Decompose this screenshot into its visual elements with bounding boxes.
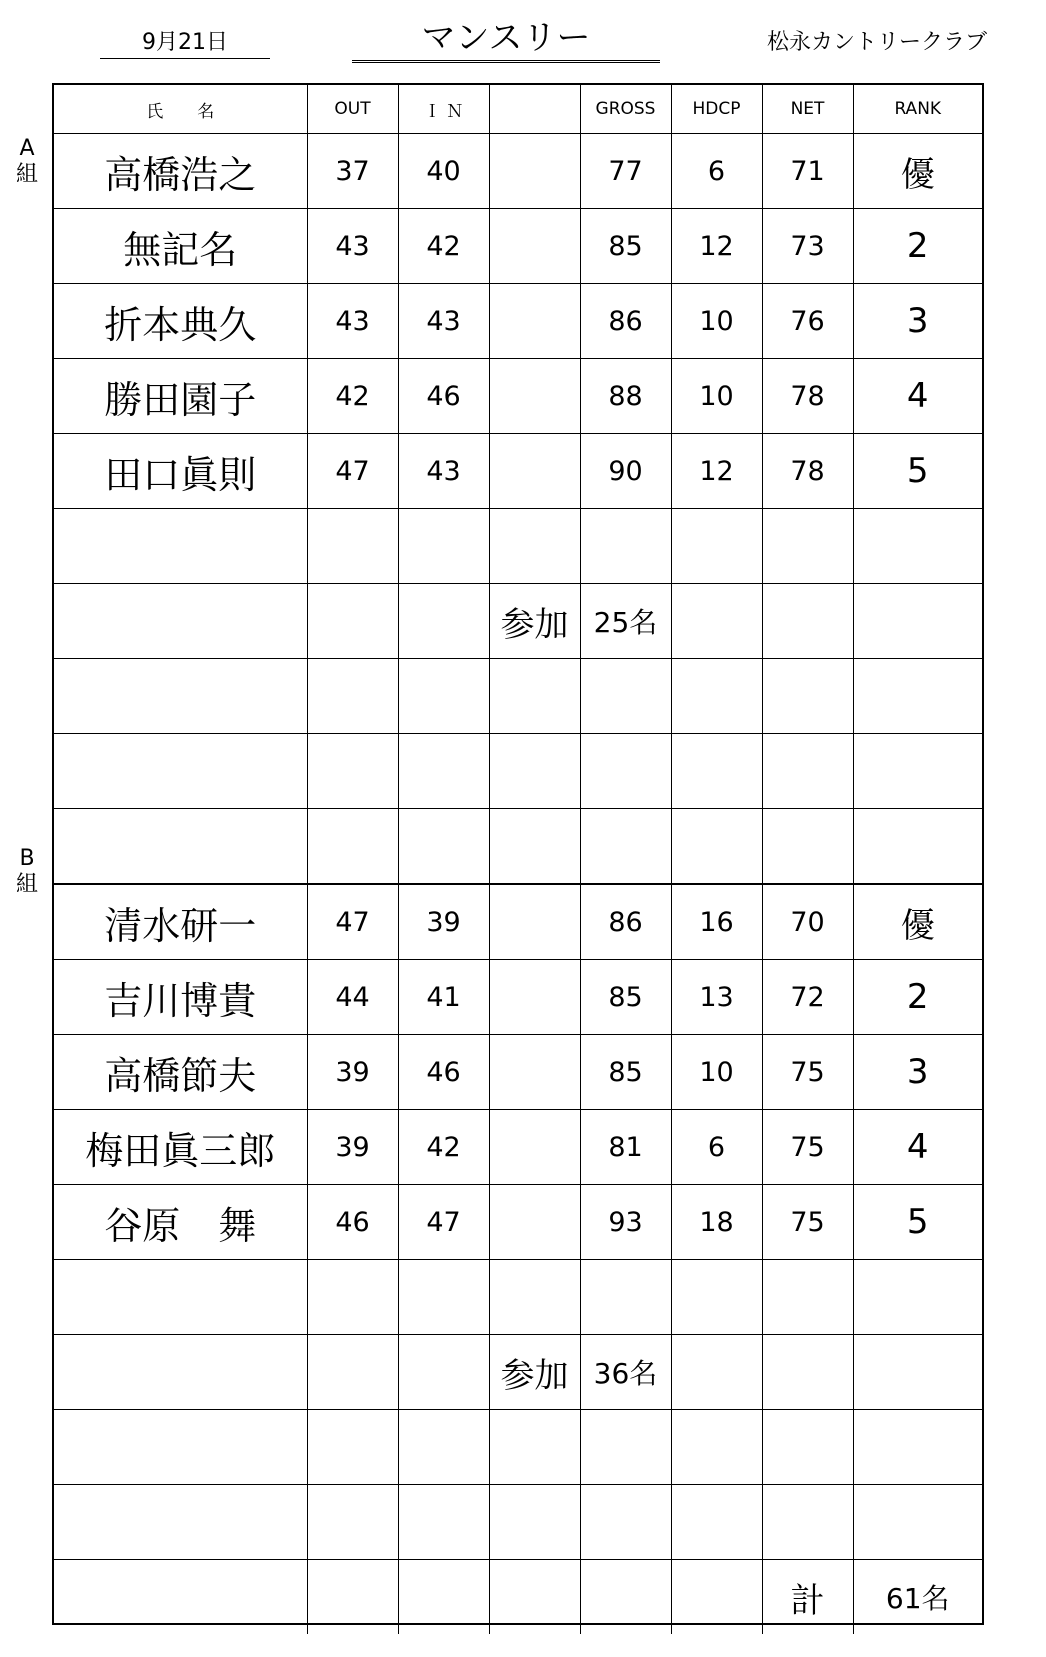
player-name: 谷原 舞 [54, 1185, 307, 1260]
table-row [54, 209, 982, 284]
player-name: 無記名 [54, 209, 307, 284]
table-row [54, 1035, 982, 1110]
in-score: 43 [398, 434, 489, 509]
net-score: 76 [762, 284, 853, 359]
blank-cell [54, 809, 307, 885]
in-score: 47 [398, 1185, 489, 1260]
blank-cell [671, 1485, 762, 1560]
gross-score: 77 [580, 134, 671, 209]
blank-cell [398, 1335, 489, 1410]
in-score: 41 [398, 960, 489, 1035]
blank-cell [54, 1260, 307, 1335]
net-score: 78 [762, 359, 853, 434]
hdcp-value: 10 [671, 284, 762, 359]
blank-cell [489, 1260, 580, 1335]
blank-cell [671, 509, 762, 584]
in-score: 42 [398, 1110, 489, 1185]
blank-cell [398, 734, 489, 809]
results-table [54, 85, 982, 1634]
club-name: 松永カントリークラブ [766, 30, 987, 55]
empty-row [54, 1410, 982, 1485]
blank-cell [762, 1335, 853, 1410]
gross-score: 86 [580, 284, 671, 359]
out-score: 42 [307, 359, 398, 434]
out-score: 47 [307, 884, 398, 960]
blank-cell [307, 1410, 398, 1485]
gross-score: 85 [580, 960, 671, 1035]
blank-cell [762, 1485, 853, 1560]
gross-score: 86 [580, 884, 671, 960]
blank-cell [54, 734, 307, 809]
net-score: 75 [762, 1035, 853, 1110]
gross-score: 85 [580, 1035, 671, 1110]
empty-row [54, 659, 982, 734]
hdcp-value: 6 [671, 1110, 762, 1185]
in-score: 39 [398, 884, 489, 960]
table-row [54, 884, 982, 960]
col-rank: RANK [853, 85, 982, 134]
rank-value: 優 [853, 884, 982, 960]
blank-cell [489, 359, 580, 434]
blank-cell [489, 134, 580, 209]
net-score: 70 [762, 884, 853, 960]
out-score: 39 [307, 1035, 398, 1110]
hdcp-value: 10 [671, 1035, 762, 1110]
net-score: 75 [762, 1110, 853, 1185]
player-name: 折本典久 [54, 284, 307, 359]
blank-cell [762, 659, 853, 734]
hdcp-value: 18 [671, 1185, 762, 1260]
blank-cell [54, 1560, 307, 1635]
blank-cell [671, 734, 762, 809]
blank-cell [853, 1410, 982, 1485]
blank-cell [489, 509, 580, 584]
blank-cell [489, 960, 580, 1035]
in-score: 42 [398, 209, 489, 284]
blank-cell [580, 1260, 671, 1335]
blank-cell [580, 809, 671, 885]
table-row [54, 284, 982, 359]
blank-cell [762, 734, 853, 809]
participants-label: 参加 [489, 1335, 580, 1410]
net-score: 78 [762, 434, 853, 509]
out-score: 46 [307, 1185, 398, 1260]
empty-row [54, 809, 982, 885]
event-date: 9月21日 [100, 28, 270, 59]
blank-cell [489, 1110, 580, 1185]
total-count: 61名 [853, 1560, 982, 1635]
blank-cell [853, 734, 982, 809]
group-b-label-text: B 組 [15, 846, 38, 897]
in-score: 43 [398, 284, 489, 359]
blank-cell [580, 1485, 671, 1560]
out-score: 43 [307, 209, 398, 284]
blank-cell [307, 809, 398, 885]
participants-count: 25名 [580, 584, 671, 659]
hdcp-value: 10 [671, 359, 762, 434]
player-name: 勝田園子 [54, 359, 307, 434]
blank-cell [307, 1335, 398, 1410]
event-title: マンスリー [352, 16, 660, 63]
rank-value: 4 [853, 1110, 982, 1185]
col-blank [489, 85, 580, 134]
blank-cell [307, 1260, 398, 1335]
hdcp-value: 13 [671, 960, 762, 1035]
participants-row-a [54, 584, 982, 659]
blank-cell [489, 659, 580, 734]
blank-cell [398, 509, 489, 584]
blank-cell [671, 1410, 762, 1485]
blank-cell [762, 509, 853, 584]
gross-score: 90 [580, 434, 671, 509]
player-name: 清水研一 [54, 884, 307, 960]
hdcp-value: 12 [671, 434, 762, 509]
blank-cell [762, 1260, 853, 1335]
rank-value: 3 [853, 284, 982, 359]
blank-cell [398, 1260, 489, 1335]
blank-cell [580, 1560, 671, 1635]
table-row [54, 434, 982, 509]
blank-cell [54, 659, 307, 734]
gross-score: 93 [580, 1185, 671, 1260]
hdcp-value: 16 [671, 884, 762, 960]
blank-cell [489, 1185, 580, 1260]
out-score: 44 [307, 960, 398, 1035]
blank-cell [853, 809, 982, 885]
blank-cell [762, 1410, 853, 1485]
blank-cell [489, 1560, 580, 1635]
blank-cell [671, 1560, 762, 1635]
player-name: 高橋節夫 [54, 1035, 307, 1110]
blank-cell [489, 1485, 580, 1560]
blank-cell [671, 659, 762, 734]
blank-cell [398, 1485, 489, 1560]
blank-cell [398, 659, 489, 734]
rank-value: 優 [853, 134, 982, 209]
blank-cell [54, 1335, 307, 1410]
col-out: OUT [307, 85, 398, 134]
blank-cell [580, 659, 671, 734]
table-row [54, 1185, 982, 1260]
blank-cell [671, 1260, 762, 1335]
out-score: 37 [307, 134, 398, 209]
blank-cell [853, 1485, 982, 1560]
blank-cell [671, 809, 762, 885]
blank-cell [307, 509, 398, 584]
blank-cell [398, 1560, 489, 1635]
blank-cell [307, 1560, 398, 1635]
blank-cell [489, 1035, 580, 1110]
player-name: 梅田眞三郎 [54, 1110, 307, 1185]
rank-value: 3 [853, 1035, 982, 1110]
net-score: 75 [762, 1185, 853, 1260]
rank-value: 5 [853, 1185, 982, 1260]
col-in: Ｉ Ｎ [398, 85, 489, 134]
blank-cell [307, 734, 398, 809]
table-row [54, 960, 982, 1035]
blank-cell [580, 1410, 671, 1485]
gross-score: 81 [580, 1110, 671, 1185]
blank-cell [307, 659, 398, 734]
gross-score: 85 [580, 209, 671, 284]
col-hdcp: HDCP [671, 85, 762, 134]
total-row [54, 1560, 982, 1635]
blank-cell [489, 734, 580, 809]
blank-cell [853, 509, 982, 584]
empty-row [54, 1260, 982, 1335]
net-score: 73 [762, 209, 853, 284]
blank-cell [54, 1485, 307, 1560]
empty-row [54, 509, 982, 584]
group-a-label-text: A 組 [15, 136, 38, 187]
col-net: NET [762, 85, 853, 134]
in-score: 46 [398, 359, 489, 434]
blank-cell [671, 1335, 762, 1410]
out-score: 43 [307, 284, 398, 359]
in-score: 46 [398, 1035, 489, 1110]
group-b-label [10, 846, 44, 898]
blank-cell [762, 809, 853, 885]
col-name: 氏 名 [54, 85, 307, 134]
header-row [54, 85, 982, 134]
table-row [54, 134, 982, 209]
blank-cell [853, 1260, 982, 1335]
rank-value: 2 [853, 209, 982, 284]
blank-cell [54, 584, 307, 659]
blank-cell [853, 584, 982, 659]
results-sheet [52, 83, 984, 1625]
blank-cell [54, 1410, 307, 1485]
blank-cell [489, 209, 580, 284]
blank-cell [489, 809, 580, 885]
blank-cell [489, 1410, 580, 1485]
hdcp-value: 12 [671, 209, 762, 284]
hdcp-value: 6 [671, 134, 762, 209]
blank-cell [489, 284, 580, 359]
net-score: 72 [762, 960, 853, 1035]
out-score: 47 [307, 434, 398, 509]
blank-cell [580, 509, 671, 584]
blank-cell [489, 434, 580, 509]
blank-cell [853, 659, 982, 734]
blank-cell [762, 584, 853, 659]
gross-score: 88 [580, 359, 671, 434]
blank-cell [307, 1485, 398, 1560]
player-name: 高橋浩之 [54, 134, 307, 209]
total-label: 計 [762, 1560, 853, 1635]
blank-cell [398, 1410, 489, 1485]
blank-cell [307, 584, 398, 659]
in-score: 40 [398, 134, 489, 209]
empty-row [54, 734, 982, 809]
blank-cell [398, 809, 489, 885]
out-score: 39 [307, 1110, 398, 1185]
blank-cell [853, 1335, 982, 1410]
empty-row [54, 1485, 982, 1560]
table-row [54, 1110, 982, 1185]
blank-cell [398, 584, 489, 659]
table-row [54, 359, 982, 434]
blank-cell [54, 509, 307, 584]
player-name: 吉川博貴 [54, 960, 307, 1035]
net-score: 71 [762, 134, 853, 209]
blank-cell [580, 734, 671, 809]
participants-row-b [54, 1335, 982, 1410]
rank-value: 5 [853, 434, 982, 509]
participants-label: 参加 [489, 584, 580, 659]
player-name: 田口眞則 [54, 434, 307, 509]
rank-value: 2 [853, 960, 982, 1035]
blank-cell [489, 884, 580, 960]
blank-cell [671, 584, 762, 659]
participants-count: 36名 [580, 1335, 671, 1410]
col-gross: GROSS [580, 85, 671, 134]
group-a-label [10, 136, 44, 188]
rank-value: 4 [853, 359, 982, 434]
